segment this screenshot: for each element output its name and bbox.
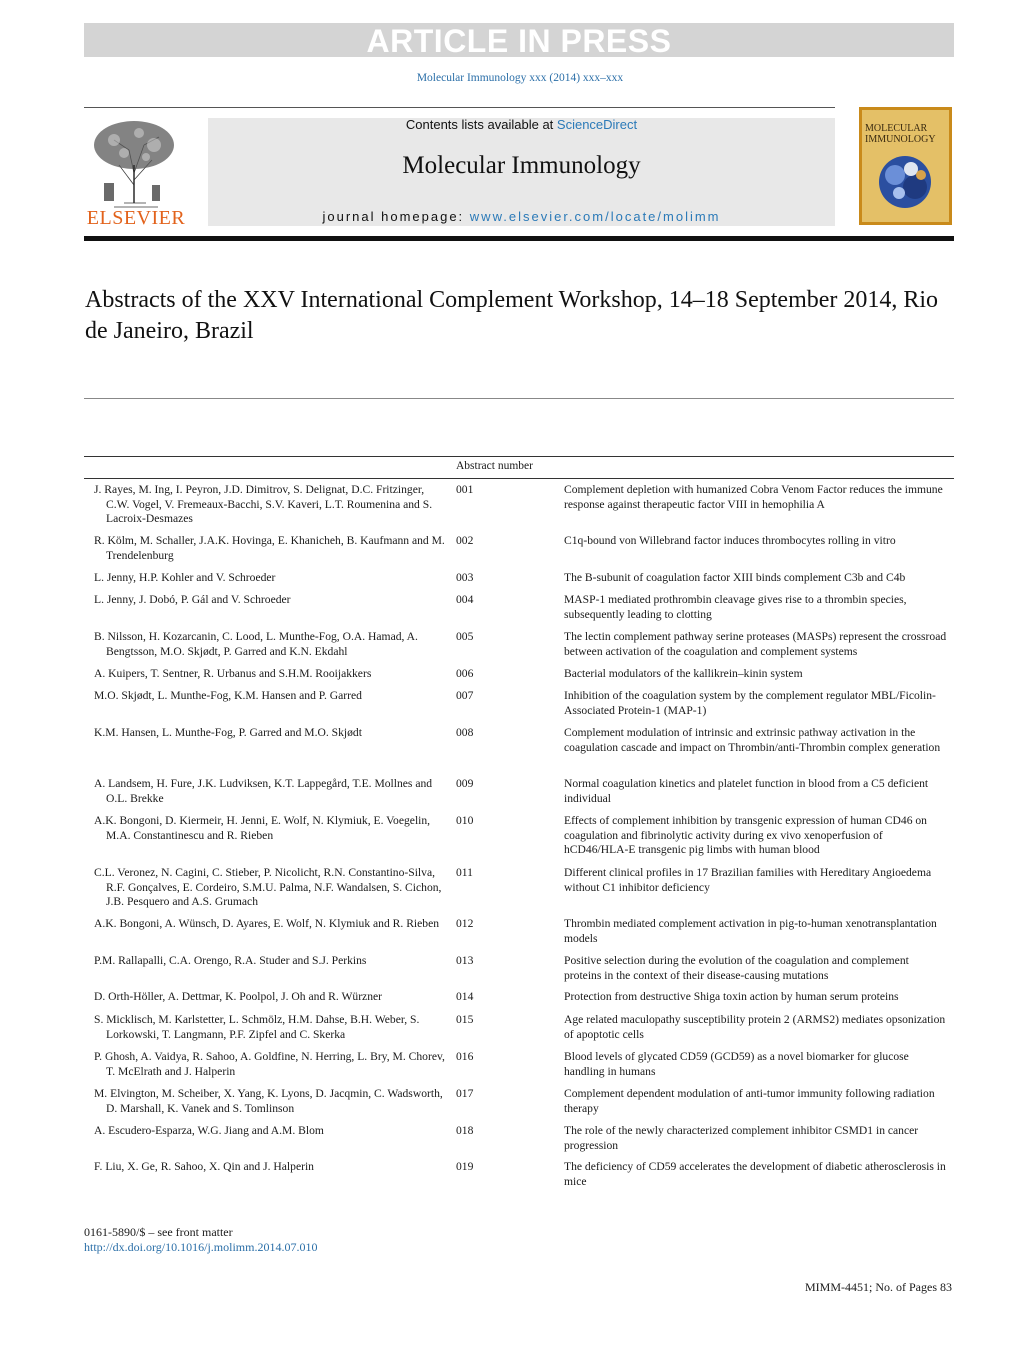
row-authors: S. Micklisch, M. Karlstetter, L. Schmölz, H.M. Dahse, B.H. Weber, S. Lorkowski, T. Langmann, P.F. Zipfel and C. Skerka [94,1013,420,1041]
row-authors: L. Jenny, J. Dobó, P. Gál and V. Schroeder [94,593,291,606]
row-authors: A.K. Bongoni, D. Kiermeir, H. Jenni, E. Wolf, N. Klymiuk, E. Voegelin, M.A. Constantinescu and R. Rieben [94,814,431,842]
row-abstract-number: 019 [456,1160,474,1173]
contents-line [208,117,835,132]
row-abstract-title: C1q-bound von Willebrand factor induces thrombocytes rolling in vitro [564,534,896,547]
row-abstract-title: Normal coagulation kinetics and platelet function in blood from a C5 deficient individual [564,777,929,805]
column-header-abstract-number: Abstract number [456,460,533,472]
row-abstract-title: The lectin complement pathway serine proteases (MASPs) represent the crossroad between activation of the coagulation and complement systems [564,630,947,658]
row-abstract-number: 001 [456,483,474,496]
row-abstract-number: 014 [456,990,474,1003]
row-authors: A. Escudero-Esparza, W.G. Jiang and A.M. Blom [94,1124,324,1137]
row-authors: A. Landsem, H. Fure, J.K. Ludviksen, K.T. Lappegård, T.E. Mollnes and O.L. Brekke [94,777,433,805]
contents-prefix: Contents lists available at [405,117,557,132]
row-abstract-number: 017 [456,1087,474,1100]
row-abstract-number: 015 [456,1013,474,1026]
homepage-link[interactable]: www.elsevier.com/locate/molimm [469,209,721,224]
row-abstract-number: 007 [456,689,474,702]
row-authors: M.O. Skjødt, L. Munthe-Fog, K.M. Hansen and P. Garred [94,689,362,702]
row-abstract-number: 008 [456,726,474,739]
row-abstract-number: 011 [456,866,473,879]
row-authors: K.M. Hansen, L. Munthe-Fog, P. Garred and M.O. Skjødt [94,726,362,739]
row-authors: P.M. Rallapalli, C.A. Orengo, R.A. Studer and S.J. Perkins [94,954,367,967]
row-abstract-number: 003 [456,571,474,584]
row-abstract-title: The B-subunit of coagulation factor XIII binds complement C3b and C4b [564,571,906,584]
row-abstract-title: Blood levels of glycated CD59 (GCD59) as a novel biomarker for glucose handling in humans [564,1050,909,1078]
row-authors: L. Jenny, H.P. Kohler and V. Schroeder [94,571,276,584]
row-abstract-number: 009 [456,777,474,790]
journal-title: Molecular Immunology [402,152,641,179]
row-abstract-title: Different clinical profiles in 17 Brazilian families with Hereditary Angioedema without C1 inhibitor deficiency [564,866,932,894]
row-abstract-title: Positive selection during the evolution of the coagulation and complement proteins in the context of their disease-causing mutations [564,954,909,982]
row-abstract-number: 018 [456,1124,474,1137]
row-authors: M. Elvington, M. Scheiber, X. Yang, K. Lyons, D. Jacqmin, C. Wadsworth, D. Marshall, K. Vanek and S. Tomlinson [94,1087,443,1115]
row-abstract-title: Protection from destructive Shiga toxin action by human serum proteins [564,990,899,1003]
footer-code: MIMM-4451; No. of Pages 83 [805,1280,952,1294]
row-authors: P. Ghosh, A. Vaidya, R. Sahoo, A. Goldfine, N. Herring, L. Bry, M. Chorev, T. McElrath and J. Halperin [94,1050,445,1078]
elsevier-wordmark: ELSEVIER [86,207,186,229]
article-title: Abstracts of the XXV International Complement Workshop, 14–18 September 2014, Rio de Janeiro, Brazil [85,287,939,344]
header-bottom-rule [84,236,954,241]
top-divider [84,107,835,108]
row-abstract-title: Age related maculopathy susceptibility protein 2 (ARMS2) mediates opsonization of apoptotic cells [564,1013,946,1041]
doi-link[interactable]: http://dx.doi.org/10.1016/j.molimm.2014.07.010 [84,1240,318,1254]
row-authors: D. Orth-Höller, A. Dettmar, K. Poolpol, J. Oh and R. Würzner [94,990,383,1003]
row-abstract-title: Thrombin mediated complement activation in pig-to-human xenotransplantation models [564,917,937,945]
table-top-rule [84,456,954,457]
elsevier-logo [84,115,188,227]
row-abstract-title: Inhibition of the coagulation system by the complement regulator MBL/Ficolin-Associated Protein-1 (MAP-1) [564,689,936,717]
title-divider [84,398,954,399]
row-abstract-title: Complement modulation of intrinsic and extrinsic pathway activation in the coagulation cascade and impact on Thrombin/anti-Thrombin complex generation [564,726,941,754]
row-authors: C.L. Veronez, N. Cagini, C. Stieber, P. Nicolicht, R.N. Constantino-Silva, R.F. Gonçalves, E. Cordeiro, S.M.U. Palma, N.F. Wandalsen, S. Cichon, J.B. Pesquero and A.S. Grumach [94,866,442,908]
sciencedirect-link[interactable]: ScienceDirect [556,117,638,132]
row-abstract-title: The deficiency of CD59 accelerates the development of diabetic atherosclerosis in mice [564,1160,946,1188]
issn-line: 0161-5890/$ – see front matter [84,1225,233,1239]
table-header-rule [84,478,954,479]
row-abstract-title: Complement dependent modulation of anti-tumor immunity following radiation therapy [564,1087,935,1115]
row-abstract-number: 010 [456,814,474,827]
homepage-line [208,209,835,224]
homepage-prefix: journal homepage: [322,209,470,224]
row-abstract-title: Effects of complement inhibition by transgenic expression of human CD46 on coagulation and fibrinolytic activity during ex vivo xenoperfusion of hCD46/HLA-E transgenic pig limbs with human blood [564,814,927,856]
row-authors: A.K. Bongoni, A. Wünsch, D. Ayares, E. Wolf, N. Klymiuk and R. Rieben [94,917,440,930]
row-abstract-number: 013 [456,954,474,967]
journal-cover [859,107,952,225]
row-authors: J. Rayes, M. Ing, I. Peyron, J.D. Dimitrov, S. Delignat, D.C. Fritzinger, C.W. Vogel, V. Fremeaux-Bacchi, S.V. Kaveri, L.T. Roumenina and S. Lacroix-Desmazes [94,483,433,525]
cover-title [865,123,949,145]
row-abstract-number: 002 [456,534,474,547]
row-authors: R. Kölm, M. Schaller, J.A.K. Hovinga, E. Khanicheh, B. Kaufmann and M. Trendelenburg [94,534,445,562]
cover-title-line1: MOLECULAR [865,123,928,134]
row-abstract-number: 004 [456,593,474,606]
row-authors: F. Liu, X. Ge, R. Sahoo, X. Qin and J. Halperin [94,1160,314,1173]
row-abstract-title: MASP-1 mediated prothrombin cleavage gives rise to a thrombin species, subsequently leading to clotting [564,593,907,621]
row-abstract-number: 012 [456,917,474,930]
row-abstract-title: Bacterial modulators of the kallikrein–kinin system [564,667,803,680]
row-abstract-number: 006 [456,667,474,680]
row-abstract-title: Complement depletion with humanized Cobra Venom Factor reduces the immune response against therapeutic factor VIII in hemophilia A [564,483,943,511]
row-abstract-number: 016 [456,1050,474,1063]
row-abstract-title: The role of the newly characterized complement inhibitor CSMD1 in cancer progression [564,1124,919,1152]
cover-title-line2: IMMUNOLOGY [865,134,936,145]
journal-reference[interactable]: Molecular Immunology xxx (2014) xxx–xxx [416,72,624,84]
row-authors: A. Kuipers, T. Sentner, R. Urbanus and S.H.M. Rooijakkers [94,667,372,680]
row-authors: B. Nilsson, H. Kozarcanin, C. Lood, L. Munthe-Fog, O.A. Hamad, A. Bengtsson, M.O. Skjødt, P. Garred and K.N. Ekdahl [94,630,418,658]
article-in-press-text: ARTICLE IN PRESS [366,23,672,59]
row-abstract-number: 005 [456,630,474,643]
